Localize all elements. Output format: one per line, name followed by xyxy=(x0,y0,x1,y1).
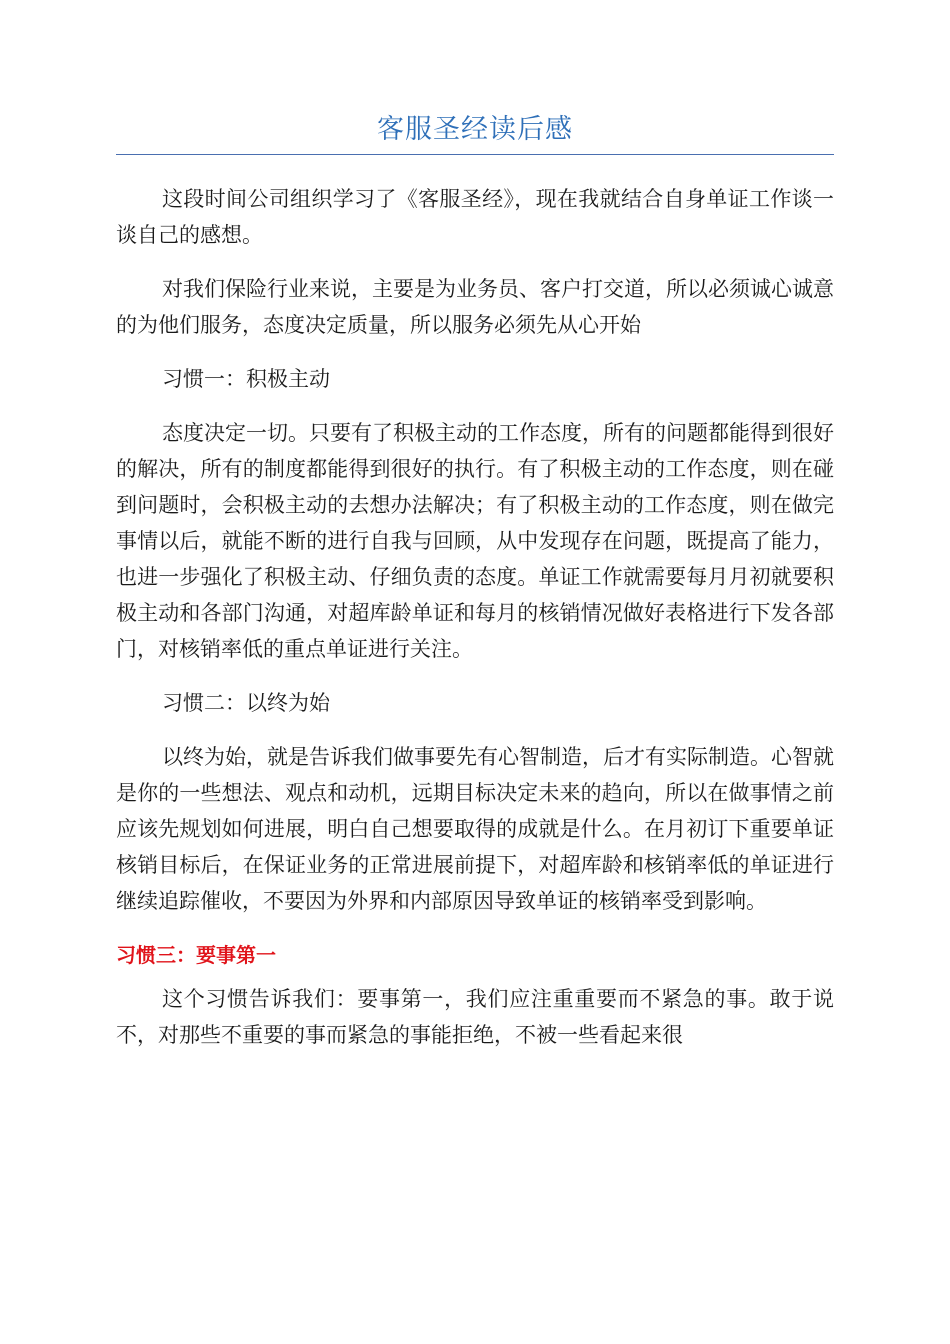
paragraph-intro: 这段时间公司组织学习了《客服圣经》，现在我就结合自身单证工作谈一谈自己的感想。 xyxy=(116,187,834,247)
habit-three-heading: 习惯三：要事第一 xyxy=(116,943,276,967)
paragraph-habit-two: 以终为始，就是告诉我们做事要先有心智制造，后才有实际制造。心智就是你的一些想法、观点和动机，远期目标决定未来的趋向，所以在做事情之前应该先规划如何进展，明白自己想要取得的成就是什么。在月初订下重要单证核销目标后，在保证业务的正常进展前提下，对超库龄和核销率低的单证进行继续追踪催收，不要因为外界和内部原因导致单证的核销率受到影响。 xyxy=(116,745,834,913)
habit-two-heading: 习惯二：以终为始 xyxy=(162,691,330,715)
paragraph-habit-one: 态度决定一切。只要有了积极主动的工作态度，所有的问题都能得到很好的解决，所有的制度都能得到很好的执行。有了积极主动的工作态度，则在碰到问题时，会积极主动的去想办法解决；有了积极主动的工作态度，则在做完事情以后，就能不断的进行自我与回顾，从中发现存在问题，既提高了能力，也进一步强化了积极主动、仔细负责的态度。单证工作就需要每月月初就要积极主动和各部门沟通，对超库龄单证和每月的核销情况做好表格进行下发各部门，对核销率低的重点单证进行关注。 xyxy=(116,421,834,661)
title-block xyxy=(116,110,834,155)
paragraph-habit-three: 这个习惯告诉我们：要事第一，我们应注重重要而不紧急的事。敢于说不，对那些不重要的事而紧急的事能拒绝，不被一些看起来很 xyxy=(116,987,834,1047)
document-title: 客服圣经读后感 xyxy=(377,114,573,145)
document-page xyxy=(116,110,834,1071)
habit-one-heading: 习惯一：积极主动 xyxy=(162,367,330,391)
paragraph-service: 对我们保险行业来说，主要是为业务员、客户打交道，所以必须诚心诚意的为他们服务，态度决定质量，所以服务必须先从心开始 xyxy=(116,277,834,337)
